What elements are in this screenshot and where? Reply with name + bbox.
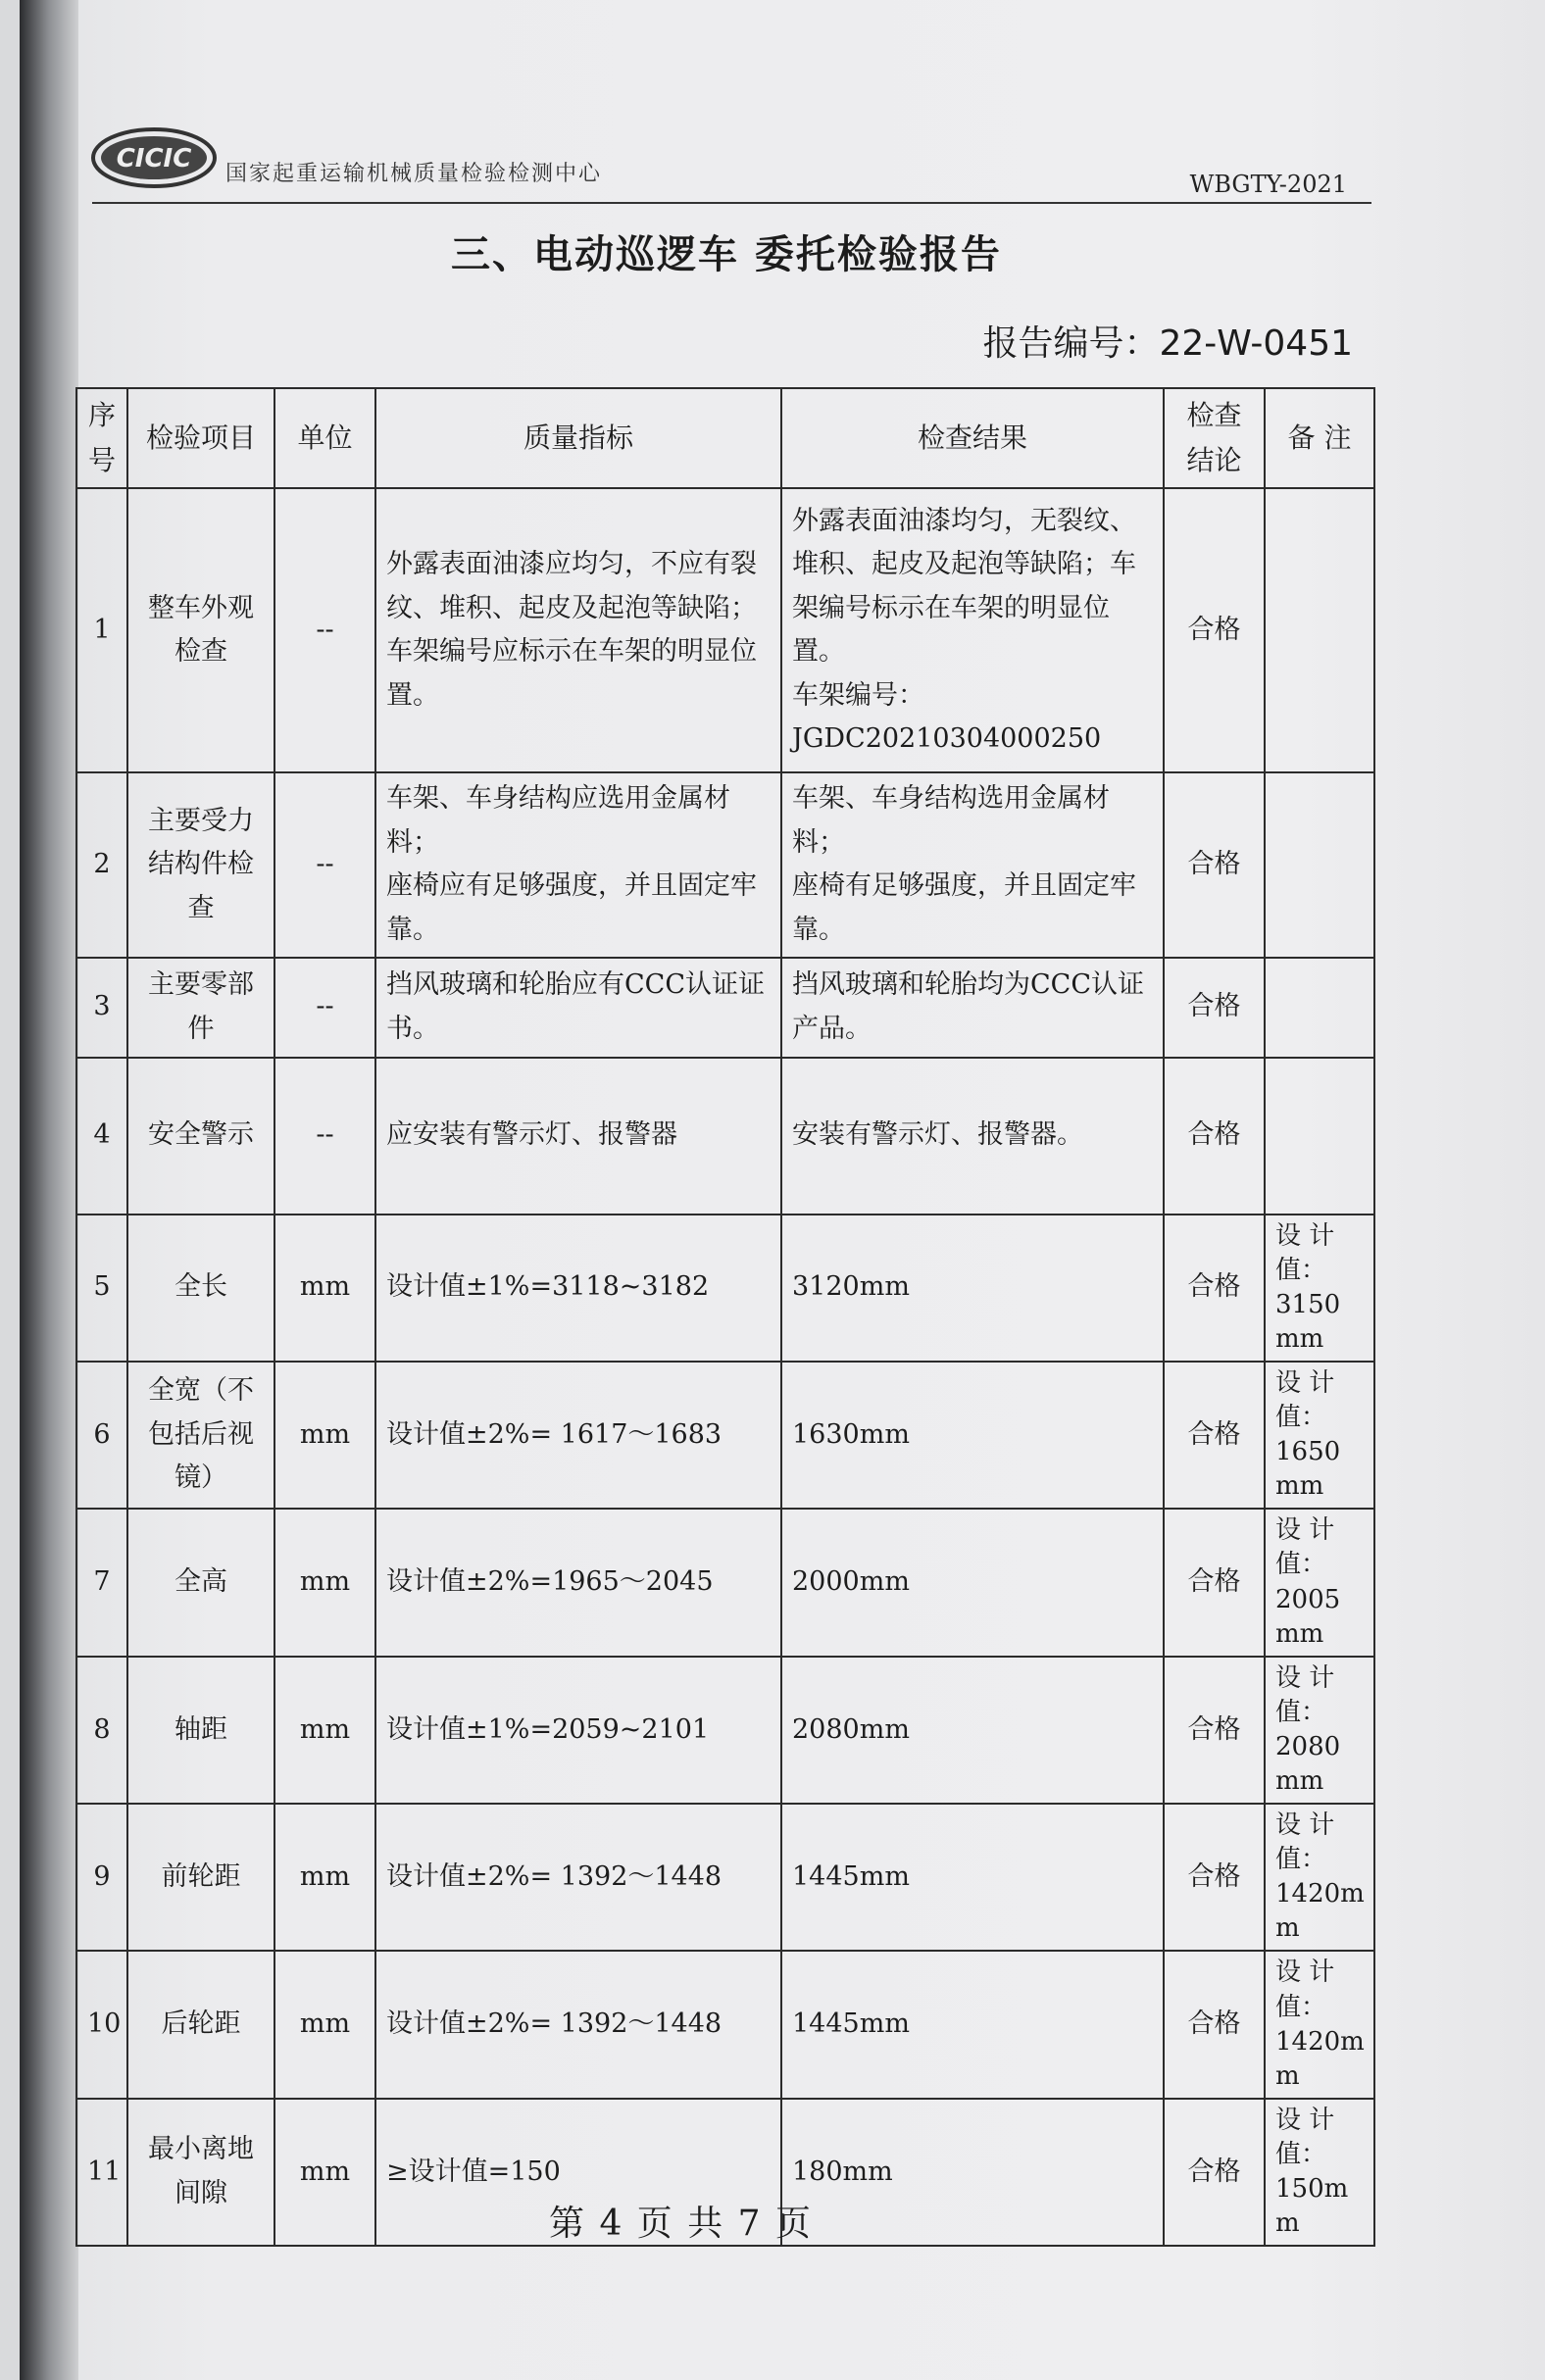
col-header-result: 检查结果 <box>781 388 1164 488</box>
organization-name: 国家起重运输机械质量检验检测中心 <box>225 162 603 186</box>
inspection-item: 最小离地间隙 <box>127 2099 274 2246</box>
conclusion: 合格 <box>1164 1362 1265 1509</box>
unit: mm <box>274 1657 375 1804</box>
report-number: 报告编号：22-W-0451 <box>982 323 1353 364</box>
col-header-standard: 质量指标 <box>375 388 781 488</box>
conclusion: 合格 <box>1164 1804 1265 1951</box>
remark <box>1265 488 1374 772</box>
unit: mm <box>274 1804 375 1951</box>
col-header-item: 检验项目 <box>127 388 274 488</box>
inspection-item: 前轮距 <box>127 1804 274 1951</box>
table-row <box>76 1804 1374 1951</box>
unit: -- <box>274 958 375 1058</box>
quality-standard: 外露表面油漆应均匀，不应有裂纹、堆积、起皮及起泡等缺陷； 车架编号应标示在车架的明显位置。 <box>375 488 781 772</box>
row-number: 1 <box>76 488 127 772</box>
inspection-result: 车架、车身结构选用金属材料； 座椅有足够强度，并且固定牢靠。 <box>781 772 1164 957</box>
table-row <box>76 772 1374 957</box>
row-number: 7 <box>76 1509 127 1656</box>
table-row <box>76 1058 1374 1215</box>
unit: mm <box>274 1215 375 1362</box>
col-header-note: 备 注 <box>1265 388 1374 488</box>
remark: 设 计 值：3150 mm <box>1265 1215 1374 1362</box>
table-row <box>76 1215 1374 1362</box>
row-number: 10 <box>76 1951 127 2098</box>
inspection-result: 外露表面油漆均匀，无裂纹、堆积、起皮及起泡等缺陷；车架编号标示在车架的明显位置。 车架编号： JGDC20210304000250 <box>781 488 1164 772</box>
conclusion: 合格 <box>1164 1058 1265 1215</box>
conclusion: 合格 <box>1164 1951 1265 2098</box>
inspection-item: 整车外观检查 <box>127 488 274 772</box>
row-number: 2 <box>76 772 127 957</box>
table-row <box>76 1657 1374 1804</box>
inspection-result: 安装有警示灯、报警器。 <box>781 1058 1164 1215</box>
table-row <box>76 958 1374 1058</box>
logo-text: CICIC <box>116 144 192 174</box>
remark <box>1265 958 1374 1058</box>
inspection-result: 2080mm <box>781 1657 1164 1804</box>
inspection-table <box>75 387 1375 2247</box>
header-divider <box>92 202 1371 204</box>
conclusion: 合格 <box>1164 772 1265 957</box>
inspection-result: 挡风玻璃和轮胎均为CCC认证产品。 <box>781 958 1164 1058</box>
remark: 设 计 值：1650 mm <box>1265 1362 1374 1509</box>
col-header-unit: 单位 <box>274 388 375 488</box>
row-number: 8 <box>76 1657 127 1804</box>
unit: -- <box>274 772 375 957</box>
inspection-item: 全宽（不包括后视镜） <box>127 1362 274 1509</box>
row-number: 3 <box>76 958 127 1058</box>
unit: mm <box>274 1509 375 1656</box>
inspection-result: 3120mm <box>781 1215 1164 1362</box>
binding-shadow <box>20 0 78 2380</box>
inspection-item: 轴距 <box>127 1657 274 1804</box>
inspection-result: 1630mm <box>781 1362 1164 1509</box>
inspection-result: 180mm <box>781 2099 1164 2246</box>
unit: -- <box>274 1058 375 1215</box>
quality-standard: 车架、车身结构应选用金属材料； 座椅应有足够强度，并且固定牢靠。 <box>375 772 781 957</box>
inspection-item: 主要受力结构件检查 <box>127 772 274 957</box>
conclusion: 合格 <box>1164 1215 1265 1362</box>
conclusion: 合格 <box>1164 488 1265 772</box>
inspection-item: 全长 <box>127 1215 274 1362</box>
unit: mm <box>274 2099 375 2246</box>
document-page <box>20 0 1545 2380</box>
cicic-logo <box>90 125 218 190</box>
page-number: 第 4 页 共 7 页 <box>549 2204 814 2244</box>
quality-standard: 挡风玻璃和轮胎应有CCC认证证书。 <box>375 958 781 1058</box>
remark: 设 计 值：150m m <box>1265 2099 1374 2246</box>
remark: 设 计 值：2005 mm <box>1265 1509 1374 1656</box>
quality-standard: ≥设计值=150 <box>375 2099 781 2246</box>
table-row <box>76 488 1374 772</box>
inspection-result: 1445mm <box>781 1951 1164 2098</box>
inspection-item: 全高 <box>127 1509 274 1656</box>
conclusion: 合格 <box>1164 958 1265 1058</box>
row-number: 5 <box>76 1215 127 1362</box>
quality-standard: 设计值±2%= 1617～1683 <box>375 1362 781 1509</box>
remark: 设 计 值：2080 mm <box>1265 1657 1374 1804</box>
conclusion: 合格 <box>1164 2099 1265 2246</box>
inspection-result: 1445mm <box>781 1804 1164 1951</box>
table-header-row <box>76 388 1374 488</box>
table-row <box>76 1951 1374 2098</box>
quality-standard: 设计值±2%=1965～2045 <box>375 1509 781 1656</box>
col-header-no: 序号 <box>76 388 127 488</box>
quality-standard: 设计值±1%=2059~2101 <box>375 1657 781 1804</box>
table-row <box>76 1509 1374 1656</box>
row-number: 4 <box>76 1058 127 1215</box>
unit: mm <box>274 1362 375 1509</box>
remark: 设 计 值：1420m m <box>1265 1804 1374 1951</box>
row-number: 11 <box>76 2099 127 2246</box>
inspection-item: 后轮距 <box>127 1951 274 2098</box>
quality-standard: 设计值±2%= 1392～1448 <box>375 1804 781 1951</box>
page-title: 三、电动巡逻车 委托检验报告 <box>451 232 1002 277</box>
col-header-conclusion: 检查结论 <box>1164 388 1265 488</box>
inspection-result: 2000mm <box>781 1509 1164 1656</box>
remark <box>1265 772 1374 957</box>
quality-standard: 设计值±2%= 1392～1448 <box>375 1951 781 2098</box>
remark: 设 计 值：1420m m <box>1265 1951 1374 2098</box>
remark <box>1265 1058 1374 1215</box>
document-code: WBGTY-2021 <box>1189 171 1347 198</box>
inspection-item: 安全警示 <box>127 1058 274 1215</box>
row-number: 6 <box>76 1362 127 1509</box>
quality-standard: 应安装有警示灯、报警器 <box>375 1058 781 1215</box>
conclusion: 合格 <box>1164 1509 1265 1656</box>
unit: mm <box>274 1951 375 2098</box>
unit: -- <box>274 488 375 772</box>
inspection-item: 主要零部件 <box>127 958 274 1058</box>
table-row <box>76 1362 1374 1509</box>
quality-standard: 设计值±1%=3118~3182 <box>375 1215 781 1362</box>
conclusion: 合格 <box>1164 1657 1265 1804</box>
row-number: 9 <box>76 1804 127 1951</box>
